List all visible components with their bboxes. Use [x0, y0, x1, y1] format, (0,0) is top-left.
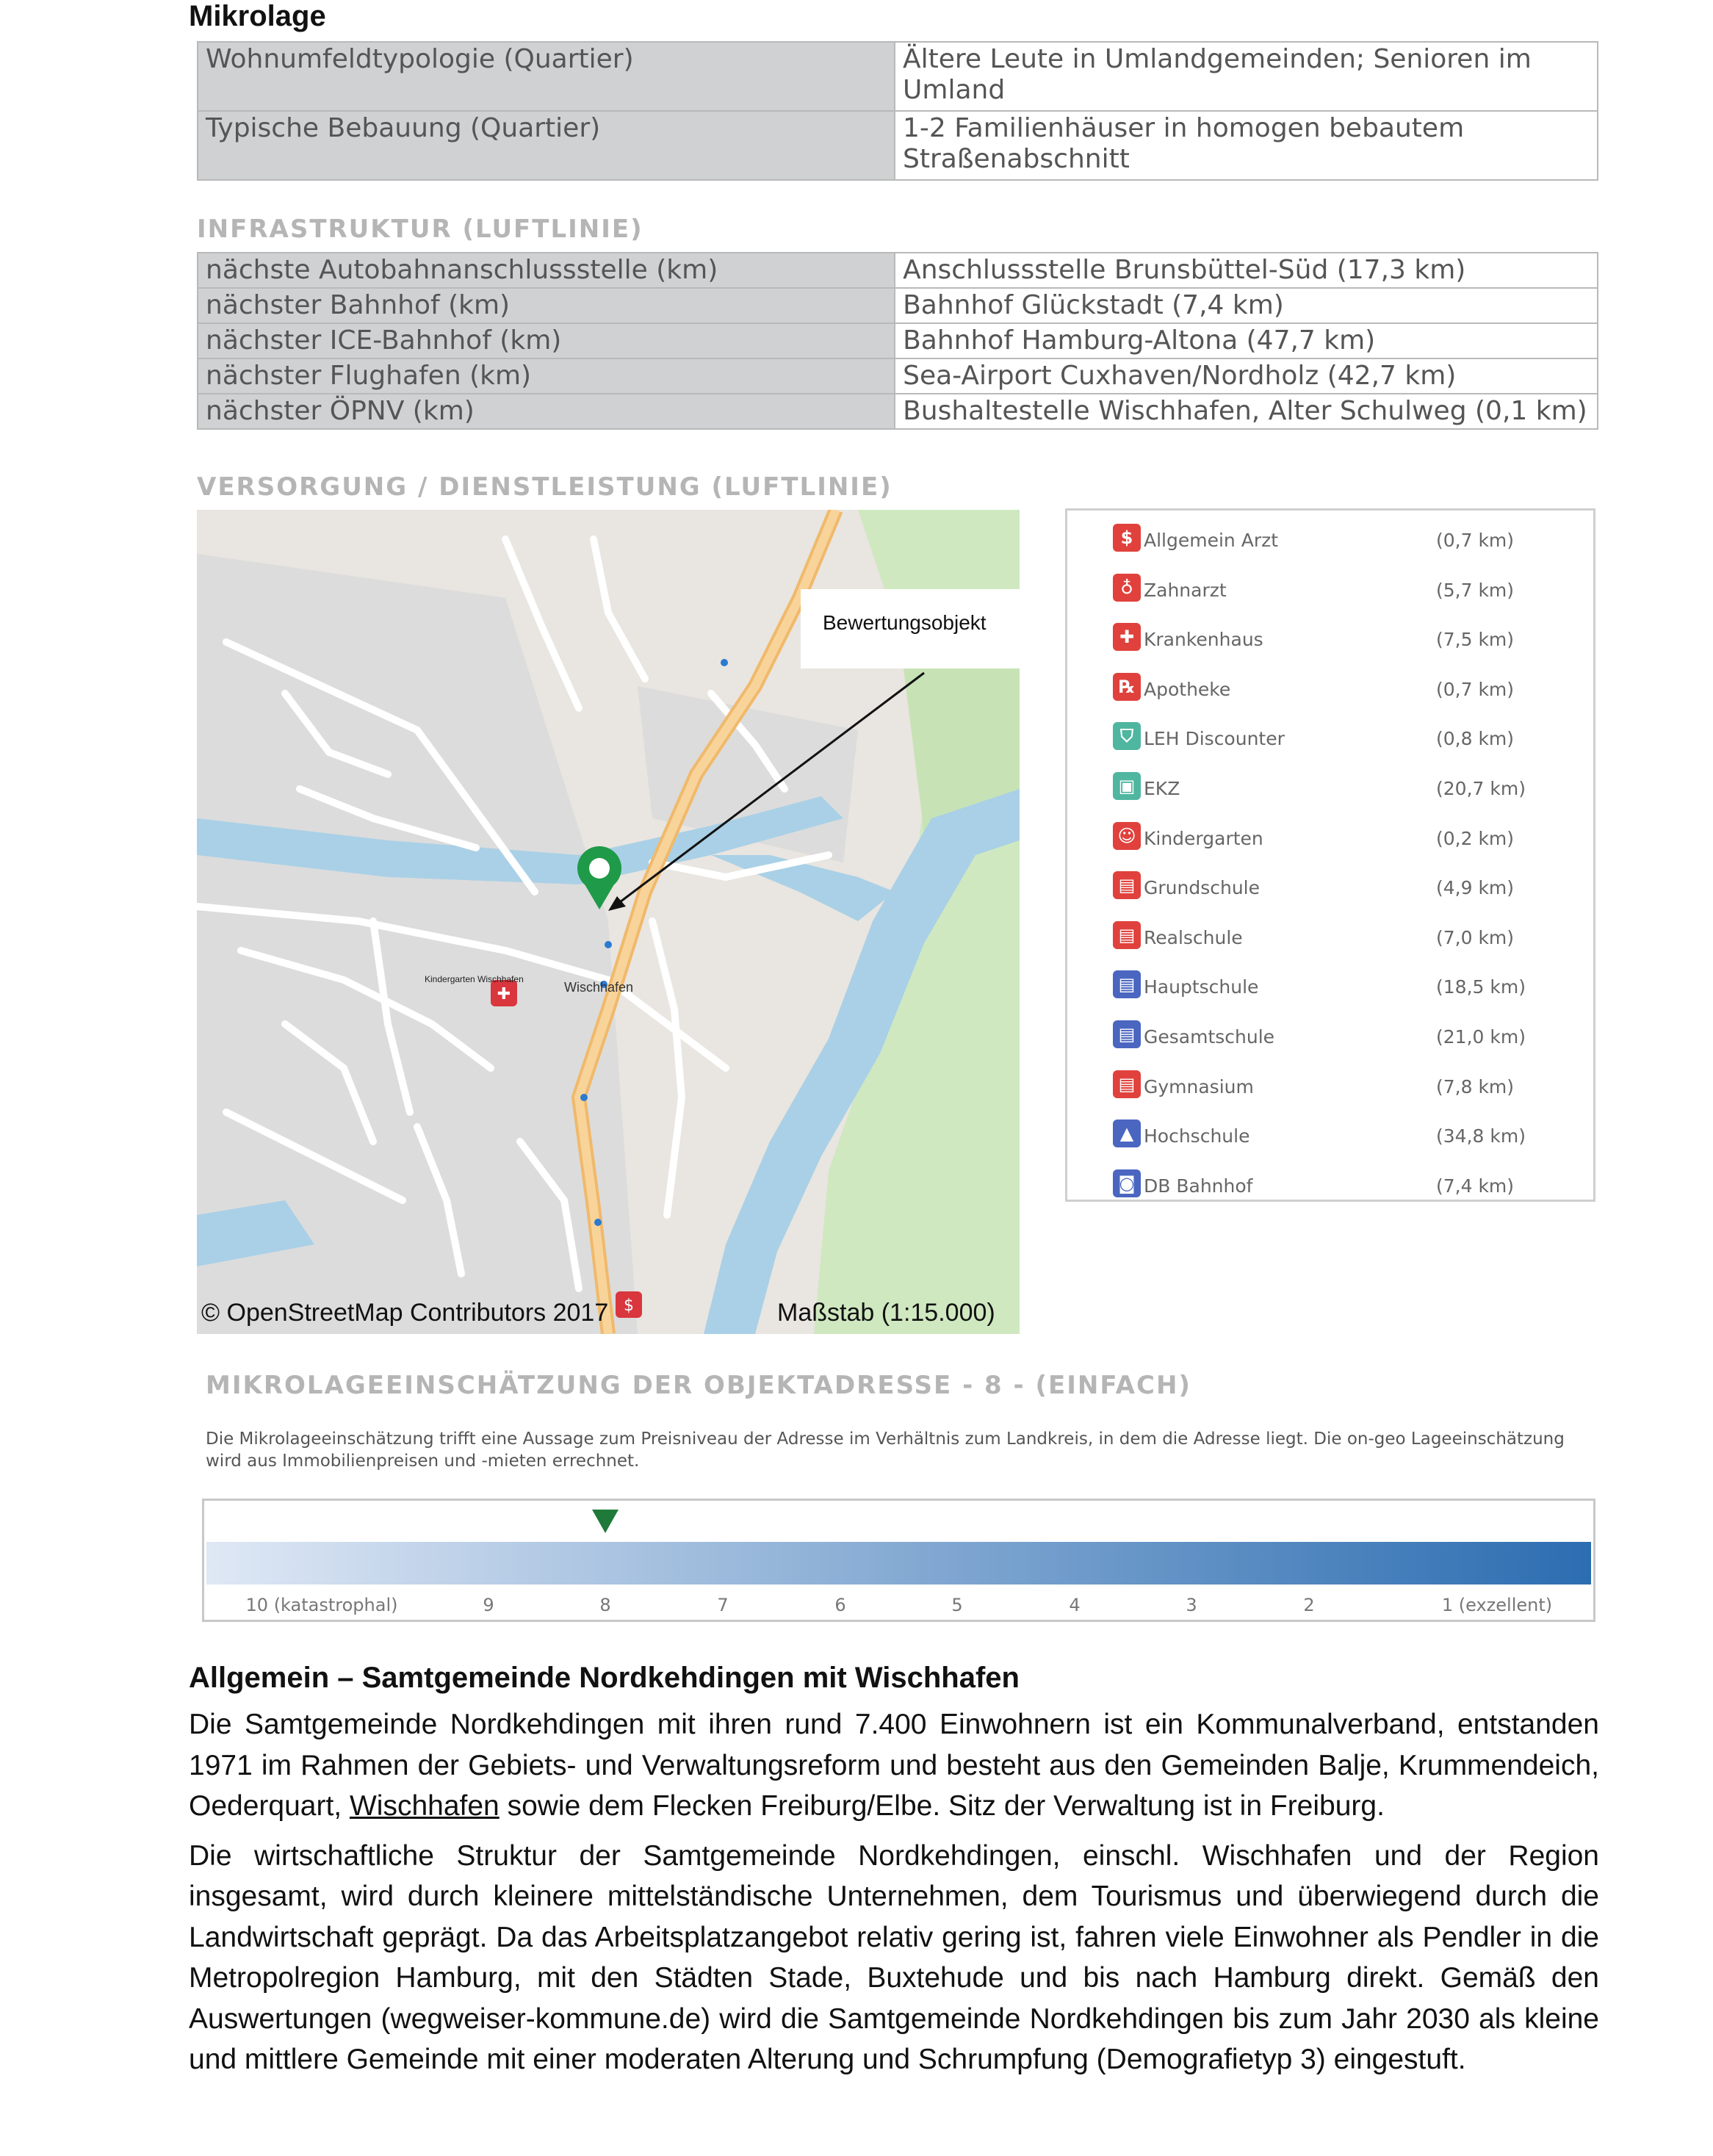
infrastruktur-label: nächste Autobahnanschlussstelle (km) — [198, 253, 895, 288]
svg-text:$: $ — [624, 1297, 634, 1315]
shopping-bag-icon: ▣ — [1113, 772, 1141, 800]
legend-distance: (0,8 km) — [1436, 728, 1515, 750]
cart-icon: ⛉ — [1113, 722, 1141, 750]
legend-label: Allgemein Arzt — [1144, 530, 1279, 551]
rating-tick: 7 — [717, 1595, 729, 1615]
svg-text:✚: ✚ — [497, 985, 511, 1003]
rating-scale — [202, 1499, 1595, 1622]
map-place-label: Wischhafen — [564, 980, 634, 995]
infrastruktur-row — [198, 394, 1598, 429]
legend-label: LEH Discounter — [1144, 728, 1285, 750]
map-callout: Bewertungsobjekt — [801, 589, 1020, 668]
wischhafen-link[interactable]: Wischhafen — [349, 1790, 500, 1822]
allgemein-paragraph-2: Die wirtschaftliche Struktur der Samtgemeinde Nordkehdingen, einschl. Wischhafen und der Region insgesamt, wird durch kleinere mittelständische Unternehmen, dem Tourismus und überwiegend durch die Landwirtschaft geprägt. Da das Arbeitsplatzangebot relativ gering ist, fahren viele Einwohner als Pendler in die Metropolregion Hamburg, mit den Städten Stade, Buxtehude und bis nach Hamburg direkt. Gemäß den Auswertungen (wegweiser-kommune.de) wird die Samtgemeinde Nordkehdingen bis zum Jahr 2030 als kleine und mittlere Gemeinde mit einer moderaten Alterung und Schrumpfung (Demografietyp 3) eingestuft. — [189, 1839, 1599, 2075]
quartier-row — [198, 111, 1598, 180]
quartier-table — [197, 41, 1598, 181]
school-icon: ▤ — [1113, 970, 1141, 998]
legend-label: Hauptschule — [1144, 976, 1259, 998]
legend-distance: (0,7 km) — [1436, 530, 1515, 551]
infrastruktur-value: Bahnhof Hamburg-Altona (47,7 km) — [895, 323, 1598, 358]
legend-distance: (34,8 km) — [1436, 1125, 1526, 1147]
legend-label: Krankenhaus — [1144, 629, 1263, 651]
infrastruktur-table — [197, 252, 1598, 430]
legend-label: EKZ — [1144, 778, 1180, 799]
rating-marker-icon — [591, 1508, 620, 1535]
graduation-cap-icon: ▲ — [1113, 1120, 1141, 1147]
infrastruktur-label: nächster Flughafen (km) — [198, 358, 895, 394]
map-copyright: © OpenStreetMap Contributors 2017 — [201, 1299, 609, 1327]
quartier-row — [198, 42, 1598, 111]
pharmacy-icon: ℞ — [1113, 673, 1141, 701]
medical-icon: $ — [1113, 524, 1141, 552]
quartier-value: 1-2 Familienhäuser in homogen bebautem Straßenabschnitt — [895, 111, 1598, 180]
rating-tick: 4 — [1069, 1595, 1081, 1615]
quartier-value: Ältere Leute in Umlandgemeinden; Senioren im Umland — [895, 42, 1598, 111]
versorgung-title: VERSORGUNG / DIENSTLEISTUNG (LUFTLINIE) — [197, 472, 892, 502]
infrastruktur-row — [198, 253, 1598, 288]
hospital-icon: ✚ — [1113, 623, 1141, 651]
legend-distance: (21,0 km) — [1436, 1026, 1526, 1048]
allgemein-heading: Allgemein – Samtgemeinde Nordkehdingen mit Wischhafen — [189, 1662, 1020, 1694]
infrastruktur-label: nächster ÖPNV (km) — [198, 394, 895, 429]
legend-distance: (0,7 km) — [1436, 678, 1515, 700]
mikrolage-title: MIKROLAGEEINSCHÄTZUNG DER OBJEKTADRESSE - 8 - (EINFACH) — [206, 1371, 1191, 1400]
infrastruktur-row — [198, 358, 1598, 394]
legend-label: Kindergarten — [1144, 827, 1263, 849]
legend-label: Realschule — [1144, 926, 1243, 948]
school-icon: ▤ — [1113, 1070, 1141, 1098]
infrastruktur-label: nächster ICE-Bahnhof (km) — [198, 323, 895, 358]
mikrolage-description: Die Mikrolageeinschätzung trifft eine Aussage zum Preisniveau der Adresse im Verhältnis zum Landkreis, in dem die Adresse liegt. Die on-geo Lageeinschätzung wird aus Immobilienpreisen und -mieten errechnet. — [206, 1429, 1565, 1471]
rating-tick: 3 — [1186, 1595, 1197, 1615]
infrastruktur-row — [198, 288, 1598, 323]
school-icon: ▤ — [1113, 921, 1141, 949]
school-icon: ▤ — [1113, 871, 1141, 899]
legend-label: Grundschule — [1144, 877, 1260, 899]
legend-distance: (4,9 km) — [1436, 877, 1515, 899]
infrastruktur-value: Bahnhof Glückstadt (7,4 km) — [895, 288, 1598, 323]
rating-tick: 5 — [951, 1595, 963, 1615]
legend-distance: (7,0 km) — [1436, 926, 1515, 948]
legend-distance: (18,5 km) — [1436, 976, 1526, 998]
allgemein-text — [189, 1704, 1599, 2089]
map-poi-label: Kindergarten Wischhafen — [425, 974, 524, 984]
infrastruktur-value: Anschlussstelle Brunsbüttel-Süd (17,3 km) — [895, 253, 1598, 288]
allgemein-paragraph-1: Die Samtgemeinde Nordkehdingen mit ihren rund 7.400 Einwohnern ist ein Kommunalverband, entstanden 1971 im Rahmen der Gebiets- und Verwaltungsreform und besteht aus den Gemeinden Balje, Krummendeich, Oederquart, Wischhafen sowie dem Flecken Freiburg/Elbe. Sitz der Verwaltung ist in Freiburg. — [189, 1709, 1599, 1822]
infrastruktur-value: Sea-Airport Cuxhaven/Nordholz (42,7 km) — [895, 358, 1598, 394]
legend-label: Hochschule — [1144, 1125, 1250, 1147]
legend-label: Gymnasium — [1144, 1075, 1254, 1097]
school-icon: ▤ — [1113, 1020, 1141, 1048]
map[interactable] — [197, 510, 1020, 1334]
infrastruktur-row — [198, 323, 1598, 358]
quartier-label: Wohnumfeldtypologie (Quartier) — [198, 42, 895, 111]
rating-tick: 9 — [483, 1595, 494, 1615]
legend-distance: (0,2 km) — [1436, 827, 1515, 849]
legend-distance: (20,7 km) — [1436, 778, 1526, 799]
rating-tick: 6 — [834, 1595, 846, 1615]
poi-legend — [1065, 508, 1595, 1202]
kindergarten-icon: ☺ — [1113, 822, 1141, 850]
quartier-label: Typische Bebauung (Quartier) — [198, 111, 895, 180]
infrastruktur-title: INFRASTRUKTUR (LUFTLINIE) — [197, 214, 643, 244]
page-title: Mikrolage — [189, 0, 326, 32]
rating-tick: 2 — [1303, 1595, 1315, 1615]
legend-distance: (5,7 km) — [1436, 579, 1515, 601]
rating-tick: 10 (katastrophal) — [245, 1595, 398, 1615]
tooth-icon: ♁ — [1113, 574, 1141, 602]
rating-tick-labels — [204, 1595, 1593, 1617]
legend-label: DB Bahnhof — [1144, 1175, 1253, 1197]
legend-distance: (7,4 km) — [1436, 1175, 1515, 1197]
map-scale: Maßstab (1:15.000) — [777, 1299, 995, 1327]
legend-label: Zahnarzt — [1144, 579, 1227, 601]
legend-distance: (7,8 km) — [1436, 1075, 1515, 1097]
rating-tick: 1 (exzellent) — [1441, 1595, 1553, 1615]
train-icon: ◙ — [1113, 1169, 1141, 1197]
infrastruktur-value: Bushaltestelle Wischhafen, Alter Schulweg (0,1 km) — [895, 394, 1598, 429]
rating-tick: 8 — [599, 1595, 611, 1615]
infrastruktur-label: nächster Bahnhof (km) — [198, 288, 895, 323]
legend-distance: (7,5 km) — [1436, 629, 1515, 651]
legend-label: Gesamtschule — [1144, 1026, 1275, 1048]
legend-label: Apotheke — [1144, 678, 1231, 700]
